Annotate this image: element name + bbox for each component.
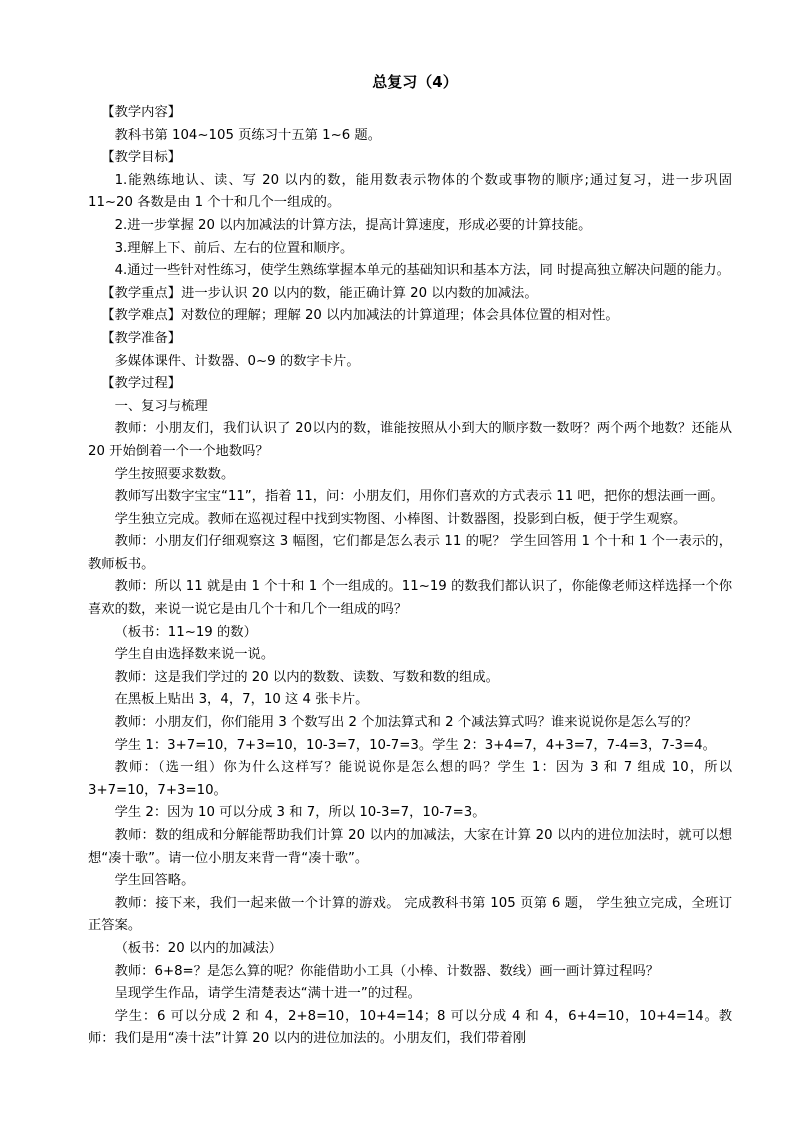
document-title: 总复习（4） (372, 73, 458, 91)
paragraph: 1.能熟练地认、读、写 20 以内的数，能用数表示物体的个数或事物的顺序;通过复习，进一步巩固 11~20 各数是由 1 个十和几个一组成的。 (88, 172, 732, 211)
paragraph: （板书：20 以内的加减法） (114, 940, 283, 956)
paragraph: 学生 1：3+7=10，7+3=10，10-3=7，10-7=3。学生 2：3+4=7，4+3=7，7-4=3，7-3=4。 (114, 737, 716, 753)
paragraph: 学生自由选择数来说一说。 (114, 647, 275, 663)
paragraph: 学生 2：因为 10 可以分成 3 和 7，所以 10-3=7，10-7=3。 (114, 805, 486, 821)
paragraph: 教科书第 104~105 页练习十五第 1~6 题。 (114, 127, 382, 143)
paragraph: 呈现学生作品，请学生清楚表达“满十进一”的过程。 (114, 986, 421, 1002)
paragraph: 3.理解上下、前后、左右的位置和顺序。 (114, 240, 354, 256)
section-heading: 【教学过程】 (101, 376, 182, 392)
paragraph: 学生按照要求数数。 (114, 466, 235, 482)
paragraph: 教师：所以 11 就是由 1 个十和 1 个一组成的。11~19 的数我们都认识了，你能像老师这样选择一个你喜欢的数，来说一说它是由几个十和几个一组成的吗？ (88, 579, 732, 618)
paragraph: 教师：接下来，我们一起来做一个计算的游戏。 完成教科书第 105 页第 6 题， 学生独立完成，全班订正答案。 (88, 895, 732, 934)
paragraph: 教师：这是我们学过的 20 以内的数数、读数、写数和数的组成。 (114, 669, 499, 685)
section-heading: 【教学重点】进一步认识 20 以内的数，能正确计算 20 以内数的加减法。 (101, 285, 538, 301)
section-heading: 【教学内容】 (101, 105, 182, 120)
paragraph: 4.通过一些针对性练习，使学生熟练掌握本单元的基础知识和基本方法，同 时提高独立解决问题的能力。 (114, 263, 730, 279)
paragraph: 学生独立完成。教师在巡视过程中找到实物图、小棒图、计数器图，投影到白板，便于学生观察。 (114, 511, 687, 527)
paragraph: 教师：小朋友们仔细观察这 3 幅图，它们都是怎么表示 11 的呢？ 学生回答用 1 个十和 1 个一表示的，教师板书。 (88, 534, 732, 572)
paragraph: 学生：6 可以分成 2 和 4，2+8=10，10+4=14；8 可以分成 4 和 4，6+4=10，10+4=14。教师：我们是用“凑十法”计算 20 以内的进位加法的。小朋友们，我们带着刚 (88, 1008, 732, 1047)
section-heading: 【教学难点】对数位的理解；理解 20 以内加减法的计算道理；体会具体位置的相对性。 (101, 308, 619, 324)
paragraph: 多媒体课件、计数器、0~9 的数字卡片。 (114, 353, 360, 369)
section-heading: 【教学目标】 (101, 150, 182, 166)
paragraph: 2.进一步掌握 20 以内加减法的计算方法，提高计算速度，形成必要的计算技能。 (114, 217, 592, 233)
document-body (88, 102, 732, 1051)
paragraph: 教师：小朋友们，你们能用 3 个数写出 2 个加法算式和 2 个减法算式吗？谁来说说你是怎么写的？ (114, 715, 698, 731)
paragraph: 一、复习与梳理 (114, 398, 208, 414)
paragraph: 学生回答略。 (114, 873, 195, 889)
paragraph: 在黑板上贴出 3，4，7，10 这 4 张卡片。 (114, 692, 369, 708)
section-heading: 【教学准备】 (101, 330, 182, 346)
paragraph: 教师：（选一组）你为什么这样写？能说说你是怎么想的吗？学生 1：因为 3 和 7 组成 10，所以 3+7=10，7+3=10。 (88, 760, 732, 798)
paragraph: （板书：11~19 的数） (114, 624, 257, 640)
paragraph: 教师：小朋友们，我们认识了 20以内的数，谁能按照从小到大的顺序数一数呀？两个两个地数？还能从 20 开始倒着一个一个地数吗？ (88, 421, 732, 459)
paragraph: 教师：6+8=？是怎么算的呢？你能借助小工具（小棒、计数器、数线）画一画计算过程吗？ (114, 963, 660, 979)
paragraph: 教师：数的组成和分解能帮助我们计算 20 以内的加减法，大家在计算 20 以内的进位加法时，就可以想想“凑十歌”。请一位小朋友来背一背“凑十歌”。 (88, 828, 732, 866)
paragraph: 教师写出数字宝宝“11”，指着 11，问：小朋友们，用你们喜欢的方式表示 11 吧，把你的想法画一画。 (114, 489, 724, 505)
